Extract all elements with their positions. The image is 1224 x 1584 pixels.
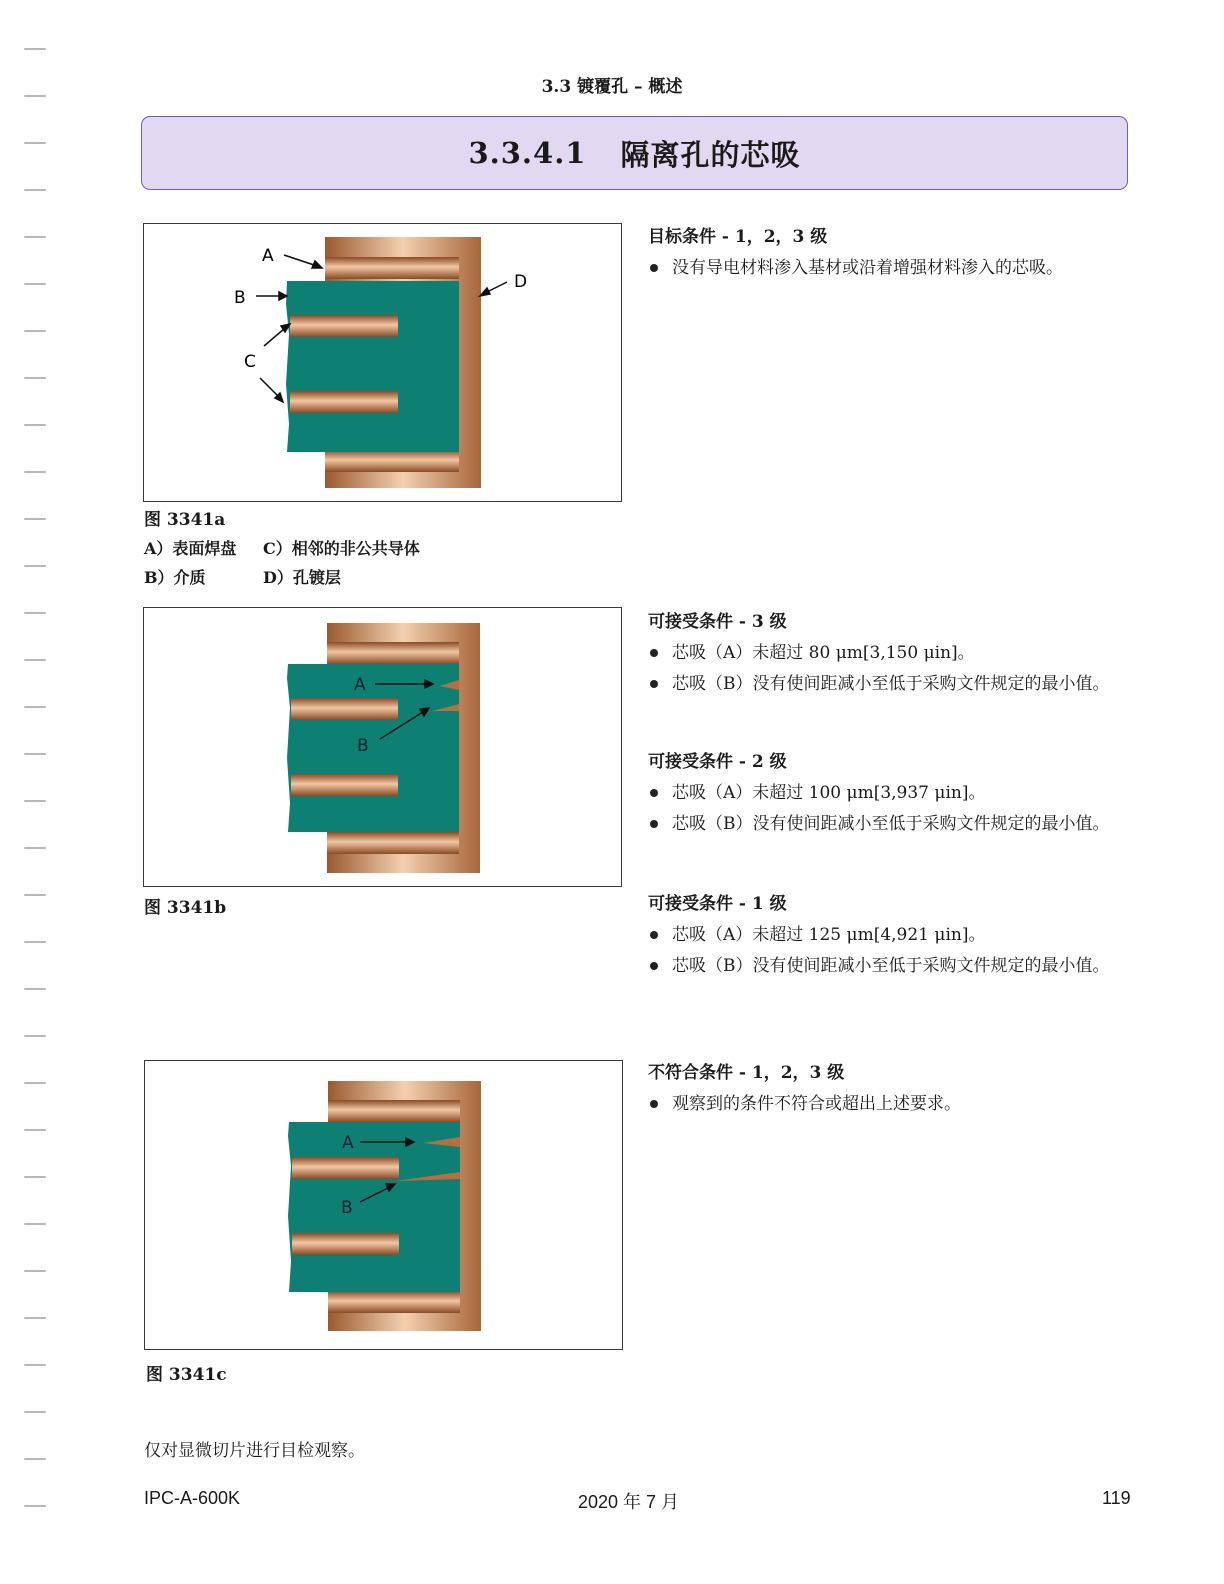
binding-mark — [24, 1317, 46, 1319]
nonconform-heading: 不符合条件 - 1，2，3 级 — [648, 1063, 845, 1083]
plated-hole-drawing-c — [288, 1081, 481, 1331]
binding-mark — [24, 189, 46, 191]
binding-mark — [24, 1364, 46, 1366]
section-header: 3.3 镀覆孔 – 概述 — [541, 77, 683, 97]
footnote: 仅对显微切片进行目检观察。 — [144, 1441, 365, 1461]
binding-mark — [24, 659, 46, 661]
binding-margin — [0, 0, 60, 1584]
figure-caption-a: 图 3341a — [144, 510, 226, 530]
figure-3341c — [144, 1060, 623, 1350]
figure-caption-c: 图 3341c — [146, 1365, 227, 1385]
figure-caption-b: 图 3341b — [144, 898, 227, 918]
binding-mark — [24, 941, 46, 943]
acc1-heading: 可接受条件 - 1 级 — [648, 894, 787, 914]
section-number: 3.3.4.1 — [468, 136, 587, 170]
label-b: B — [357, 736, 369, 756]
binding-mark — [24, 847, 46, 849]
acceptable-class-1 — [648, 889, 1138, 982]
binding-mark — [24, 1411, 46, 1413]
label-a: A — [262, 246, 274, 266]
legend-d: D）孔镀层 — [263, 568, 341, 587]
legend-b: B）介质 — [144, 568, 206, 587]
footer-date: 2020 年 7 月 — [578, 1492, 680, 1512]
binding-mark — [24, 565, 46, 567]
binding-mark — [24, 1035, 46, 1037]
binding-mark — [24, 283, 46, 285]
legend-c: C）相邻的非公共导体 — [263, 539, 420, 558]
label-d: D — [514, 272, 528, 292]
plated-hole-drawing-b — [287, 623, 480, 873]
acc2-item-2: 芯吸（B）没有使间距减小至低于采购文件规定的最小值。 — [648, 809, 1138, 839]
nonconforming — [648, 1058, 1138, 1120]
figure-3341a — [143, 223, 622, 502]
acc3-heading: 可接受条件 - 3 级 — [648, 612, 787, 632]
label-b: B — [341, 1198, 353, 1218]
page-number: 119 — [1102, 1488, 1131, 1508]
acc3-item-2: 芯吸（B）没有使间距减小至低于采购文件规定的最小值。 — [648, 669, 1138, 699]
label-c: C — [244, 352, 256, 372]
binding-mark — [24, 1129, 46, 1131]
binding-mark — [24, 1223, 46, 1225]
binding-mark — [24, 706, 46, 708]
binding-mark — [24, 753, 46, 755]
binding-mark — [24, 377, 46, 379]
acc2-item-1: 芯吸（A）未超过 100 μm[3,937 μin]。 — [648, 778, 1138, 808]
binding-mark — [24, 236, 46, 238]
binding-mark — [24, 48, 46, 50]
nonconform-item: 观察到的条件不符合或超出上述要求。 — [648, 1089, 1138, 1119]
binding-mark — [24, 424, 46, 426]
acc1-item-1: 芯吸（A）未超过 125 μm[4,921 μin]。 — [648, 920, 1138, 950]
binding-mark — [24, 1458, 46, 1460]
binding-mark — [24, 142, 46, 144]
target-condition — [648, 222, 1138, 284]
binding-mark — [24, 612, 46, 614]
section-title: 隔离孔的芯吸 — [620, 137, 801, 172]
acceptable-class-3 — [648, 607, 1138, 700]
binding-mark — [24, 800, 46, 802]
label-a: A — [342, 1133, 354, 1153]
footer-doc-id: IPC-A-600K — [144, 1488, 241, 1508]
binding-mark — [24, 330, 46, 332]
acceptable-class-2 — [648, 747, 1138, 840]
binding-mark — [24, 894, 46, 896]
binding-mark — [24, 1505, 46, 1507]
binding-mark — [24, 518, 46, 520]
binding-mark — [24, 1176, 46, 1178]
acc2-heading: 可接受条件 - 2 级 — [648, 752, 787, 772]
label-b: B — [234, 288, 246, 308]
plated-hole-drawing-a — [256, 237, 507, 488]
target-item: 没有导电材料渗入基材或沿着增强材料渗入的芯吸。 — [648, 253, 1138, 283]
binding-mark — [24, 988, 46, 990]
figure-legend-a — [144, 534, 420, 592]
label-a: A — [354, 675, 366, 695]
acc3-item-1: 芯吸（A）未超过 80 μm[3,150 μin]。 — [648, 638, 1138, 668]
binding-mark — [24, 1270, 46, 1272]
title-banner — [141, 116, 1128, 190]
legend-a: A）表面焊盘 — [144, 539, 237, 558]
acc1-item-2: 芯吸（B）没有使间距减小至低于采购文件规定的最小值。 — [648, 951, 1138, 981]
binding-mark — [24, 471, 46, 473]
binding-mark — [24, 1082, 46, 1084]
target-heading: 目标条件 - 1，2，3 级 — [648, 227, 828, 247]
figure-3341b — [143, 607, 622, 887]
